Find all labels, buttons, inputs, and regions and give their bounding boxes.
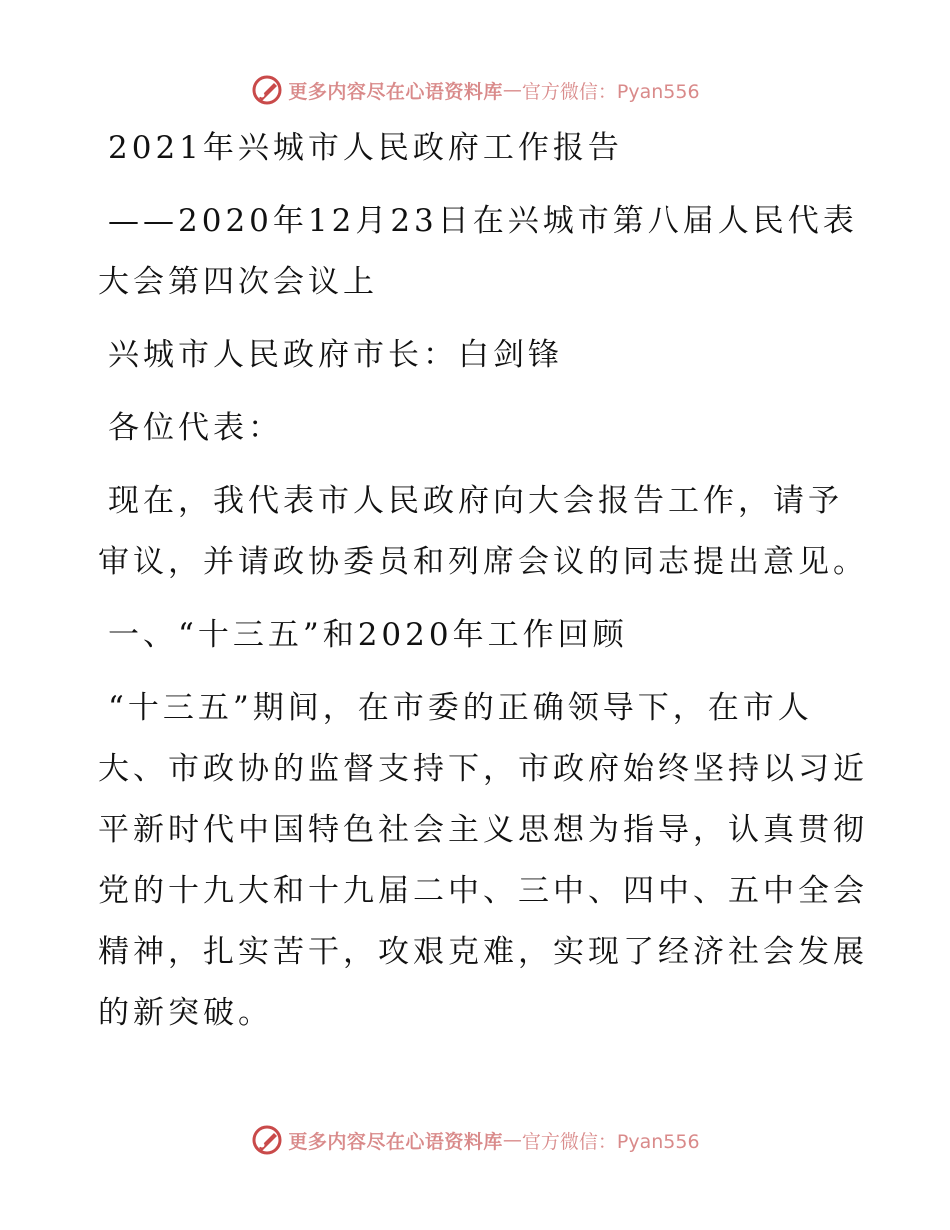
intro-line-1: 现在，我代表市人民政府向大会报告工作，请予 [108, 483, 843, 519]
watermark-wechat: 官方微信：Pyan556 [521, 1130, 700, 1153]
footer-watermark [0, 1120, 950, 1160]
author-line: 兴城市人民政府市长：白剑锋 [108, 337, 563, 373]
salutation: 各位代表： [108, 410, 283, 446]
document-title: 2021年兴城市人民政府工作报告 [108, 130, 623, 166]
watermark-text: 更多内容尽在心语资料库 [288, 80, 503, 103]
watermark-separator: — [502, 1129, 522, 1151]
document-body [98, 118, 868, 1044]
watermark-text: 更多内容尽在心语资料库 [288, 1130, 503, 1153]
header-watermark [0, 70, 950, 110]
pen-logo-icon [250, 73, 284, 107]
body-line-6: 的新突破。 [98, 995, 273, 1031]
pen-logo-icon [250, 1123, 284, 1157]
body-line-3: 平新时代中国特色社会主义思想为指导，认真贯彻 [98, 812, 868, 848]
intro-line-2: 审议，并请政协委员和列席会议的同志提出意见。 [98, 544, 868, 580]
watermark-wechat: 官方微信：Pyan556 [521, 80, 700, 103]
body-line-2: 大、市政协的监督支持下，市政府始终坚持以习近 [98, 751, 868, 787]
section-heading: 一、“十三五”和2020年工作回顾 [108, 617, 628, 653]
body-line-5: 精神，扎实苦干，攻艰克难，实现了经济社会发展 [98, 934, 868, 970]
body-line-4: 党的十九大和十九届二中、三中、四中、五中全会 [98, 873, 868, 909]
watermark-separator: — [502, 79, 522, 101]
subtitle-line-1: ——2020年12月23日在兴城市第八届人民代表 [108, 203, 858, 239]
subtitle-line-2: 大会第四次会议上 [98, 264, 378, 300]
body-line-1: “十三五”期间，在市委的正确领导下，在市人 [108, 690, 813, 726]
